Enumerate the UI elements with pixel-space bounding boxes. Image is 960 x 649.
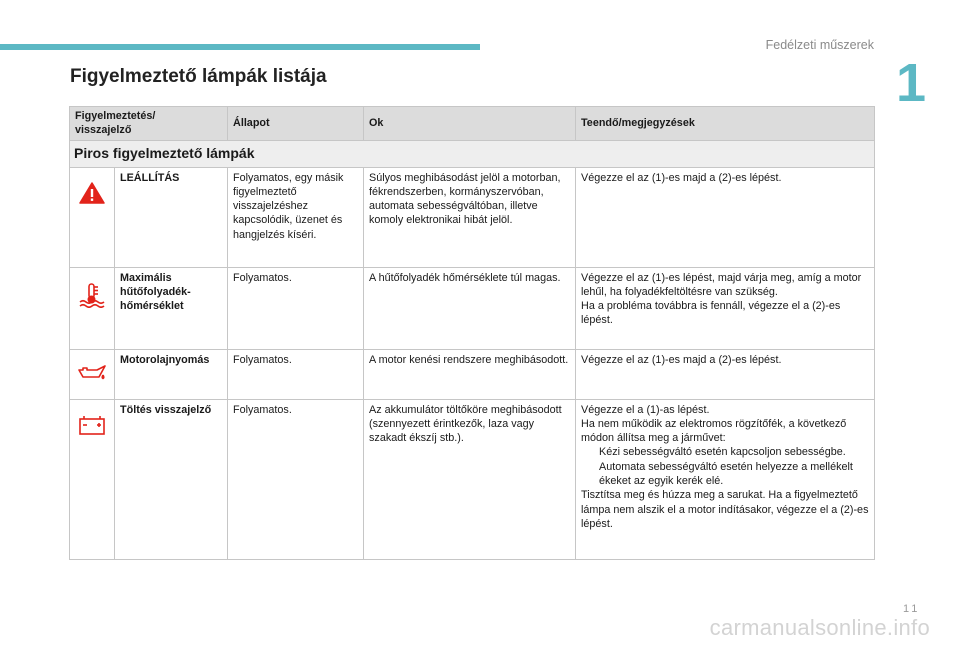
top-accent-bar: [0, 44, 480, 50]
page-number: 11: [903, 603, 921, 615]
group-title: Piros figyelmeztető lámpák: [70, 140, 875, 167]
coolant-temperature-icon: [70, 267, 115, 349]
row-state: Folyamatos, egy másik figyelmeztető visszajelzéshez kapcsolódik, üzenet és hangjelzés kíséri.: [228, 167, 364, 267]
row-name: LEÁLLÍTÁS: [115, 167, 228, 267]
column-header-warning: Figyelmeztetés/ visszajelző: [70, 107, 228, 141]
row-state: Folyamatos.: [228, 267, 364, 349]
column-header-action: Teendő/megjegyzések: [576, 107, 875, 141]
row-action: Végezze el az (1)-es lépést, majd várja meg, amíg a motor lehűl, ha folyadékfeltöltésre van szükség. Ha a probléma továbbra is fennáll, végezze el a (2)-es lépést.: [576, 267, 875, 349]
section-title: Fedélzeti műszerek: [765, 38, 874, 52]
table-row: [70, 167, 875, 267]
row-action: Végezze el az (1)-es majd a (2)-es lépést.: [576, 349, 875, 399]
warning-lamps-table: [69, 106, 875, 560]
table-header-row: [70, 107, 875, 141]
row-action: [576, 399, 875, 559]
action-outro: Tisztítsa meg és húzza meg a sarukat. Ha a figyelmeztető lámpa nem alszik el a motor indításakor, végezze el a (2)-es lépést.: [581, 489, 869, 530]
stop-warning-icon: [70, 167, 115, 267]
row-cause: Súlyos meghibásodást jelöl a motorban, fékrendszerben, kormányszervóban, automata sebességváltóban, illetve komoly elektronikai hibát jelöl.: [364, 167, 576, 267]
oil-pressure-icon: [70, 349, 115, 399]
chapter-number: 1: [896, 53, 927, 113]
list-item: Kézi sebességváltó esetén kapcsoljon sebességbe.: [599, 446, 846, 459]
list-item: Automata sebességváltó esetén helyezze a mellékelt ékeket az egyik kerék elé.: [599, 460, 853, 488]
table-row: [70, 349, 875, 399]
row-action: Végezze el az (1)-es majd a (2)-es lépést.: [576, 167, 875, 267]
table-row: [70, 267, 875, 349]
row-cause: Az akkumulátor töltőköre meghibásodott (szennyezett érintkezők, laza vagy szakadt ékszíj stb.).: [364, 399, 576, 559]
row-name: Töltés visszajelző: [115, 399, 228, 559]
row-cause: A motor kenési rendszere meghibásodott.: [364, 349, 576, 399]
row-cause: A hűtőfolyadék hőmérséklete túl magas.: [364, 267, 576, 349]
row-name: Motorolajnyomás: [115, 349, 228, 399]
row-state: Folyamatos.: [228, 399, 364, 559]
row-name: Maximális hűtőfolyadék-hőmérséklet: [115, 267, 228, 349]
battery-charge-icon: [70, 399, 115, 559]
action-intro: Végezze el a (1)-as lépést. Ha nem működik az elektromos rögzítőfék, a következő módon állítsa meg a járművet:: [581, 403, 847, 445]
column-header-cause: Ok: [364, 107, 576, 141]
group-header-row: [70, 140, 875, 167]
page-title: Figyelmeztető lámpák listája: [70, 66, 327, 87]
watermark: carmanualsonline.info: [709, 615, 930, 640]
table-row: [70, 399, 875, 559]
row-state: Folyamatos.: [228, 349, 364, 399]
column-header-state: Állapot: [228, 107, 364, 141]
